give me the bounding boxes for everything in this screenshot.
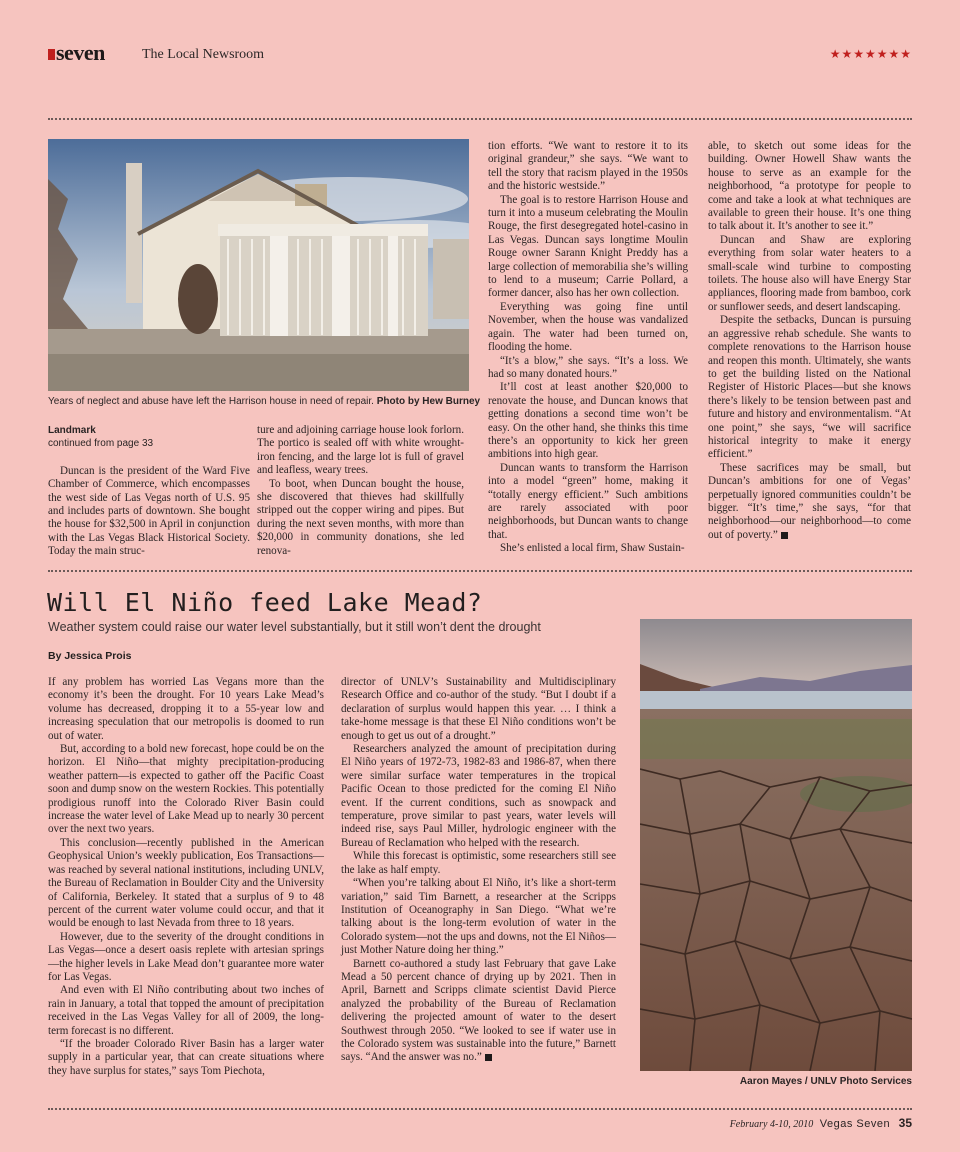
paragraph: These sacrifices may be small, but Duncan’s ambitions for one of Vegas’ perpetually ignored communities couldn’t be bigger. “It’s time,” she says, “for that neighborhood—our neighborhood—to come out of poverty.” 7	[708, 461, 911, 541]
paragraph: tion efforts. “We want to restore it to its original grandeur,” she says. “We want to tell the story that racism played in the 1950s and the historic westside.”	[488, 140, 688, 193]
paragraph: ture and adjoining carriage house look forlorn. The portico is sealed off with white wrought-iron fencing, and the large lot is full of gravel and leafless, weary trees.	[257, 424, 464, 477]
top-story-column-4	[708, 140, 911, 542]
photo-credit: Aaron Mayes / UNLV Photo Services	[739, 1076, 912, 1087]
paragraph: Barnett co-authored a study last February that gave Lake Mead a 50 percent chance of drying up by 2021. Then in April, Barnett and Scripps climate scientist David Pierce analyzed the probability of the Bureau of Reclamation delivering the projected amount of water to the desert Southwest through 2050. “We looked to see if water use in the Colorado system was sustainable into the future,” Barnett says. “And the answer was no.” 7	[341, 957, 616, 1064]
paragraph: Despite the setbacks, Duncan is pursuing an aggressive rehab schedule. She wants to complete renovations to the Harrison house and reopen this month. Ultimately, she wants to get the building listed on the National Register of Historic Places—but she knows there’s likely to be tension between past and future and history and environmentalism. “At one point,” she says, “we will sacrifice historical integrity to make it energy efficient.”	[708, 314, 911, 461]
bottom-story-column-1	[48, 676, 324, 1078]
divider	[48, 118, 912, 120]
logo-mark	[48, 49, 55, 60]
end-mark: 7	[485, 1054, 492, 1061]
paragraph: “It’s a blow,” she says. “It’s a loss. We had so many donated hours.”	[488, 354, 688, 380]
paragraph: The goal is to restore Harrison House and turn it into a museum celebrating the Moulin Rouge, the first desegregated hotel-casino in Las Vegas. Duncan says longtime Moulin Rouge owner Sarann Knight Preddy has a large collection of memorabilia she’s willing to lend to a museum; Carrie Pollard, a former dancer, also has her own collection.	[488, 193, 688, 300]
deck: Weather system could raise our water level substantially, but it still won’t dent the drought	[48, 620, 541, 634]
paragraph: “When you’re talking about El Niño, it’s like a short-term variation,” said Tim Barnett, a researcher at the Scripps Institution of Oceanography in San Diego. “What we’re talking about is the long-term evolution of water in the Colorado system—not the ups and downs, not the El Niños—just Mother Nature doing her thing.”	[341, 877, 616, 957]
photo-caption: Years of neglect and abuse have left the Harrison house in need of repair. Photo by Hew Burney	[48, 396, 481, 407]
paragraph: This conclusion—recently published in the American Geophysical Union’s weekly publication, Eos Transactions—was reached by several national institutions, including UNLV, the Bureau of Reclamation in Boulder City and the University of California, Berkeley. It stated that a surplus of 9 to 48 percent of the current water volume could occur, and that it would be enough to last Nevada from three to 18 years.	[48, 836, 324, 930]
paragraph: While this forecast is optimistic, some researchers still see the lake as half empty.	[341, 850, 616, 876]
publication-logo: seven	[56, 40, 105, 65]
paragraph: It’ll cost at least another $20,000 to renovate the house, and Duncan knows that getting donations a second time won’t be easy. On the other hand, she thinks this time there’s an opportunity to kick her green ambitions into high gear.	[488, 381, 688, 461]
paragraph: director of UNLV’s Sustainability and Multidisciplinary Research Office and co-author of the study. “But I doubt if a declaration of surplus would happen this year. … I think a take-home message is that these El Niño conditions won’t be enough to get us out of a drought.”	[341, 676, 616, 742]
harrison-house-photo	[48, 139, 469, 391]
kicker: Landmark	[48, 425, 96, 436]
paragraph: But, according to a bold new forecast, hope could be on the horizon. El Niño—that mighty precipitation-producing weather pattern—is expected to gather off the Pacific Coast soon and dump snow on the western Rockies. This potentially prodigious runoff into the Colorado River Basin could increase the water level of Lake Mead up to nearly 30 percent over the next two years.	[48, 743, 325, 836]
publication-name: Vegas Seven	[819, 1118, 891, 1130]
divider	[48, 570, 912, 572]
paragraph: She’s enlisted a local firm, Shaw Sustain-	[500, 542, 685, 555]
lake-mead-photo	[640, 619, 912, 1071]
paragraph: If any problem has worried Las Vegans more than the economy it’s been the drought. For 10 years Lake Mead’s volume has decreased, dropping it to a 55-year low and increasing speculation that our metropolis is doomed to run out of water.	[48, 676, 324, 742]
paragraph: And even with El Niño contributing about two inches of rain in January, a total that topped the amount of precipitation received in the Las Vegas Valley for all of 2009, the long-term forecast is no different.	[48, 984, 324, 1037]
end-mark: 7	[781, 532, 788, 539]
paragraph: Everything was going fine until November, when the house was vandalized again. The water had been turned on, flooding the home.	[488, 300, 688, 354]
paragraph: able, to sketch out some ideas for the building. Owner Howell Shaw wants the house to serve as an example for the neighborhood, “a prototype for people to come and take a look at what techniques are available to green their house. It’s one thing to talk about it. It’s another to see it.”	[708, 140, 911, 233]
paragraph: Researchers analyzed the amount of precipitation during El Niño years of 1972-73, 1982-83 and 1986-87, when there were similar surface water temperatures in the tropical Pacific Ocean to those predicted for the coming El Niño event. If the current conditions, such as snowpack and temperature, prove similar to past years, water levels will indeed rise, says Paul Miller, hydrologic engineer with the Bureau of Reclamation who helped with the research.	[341, 743, 616, 849]
paragraph: “If the broader Colorado River Basin has a larger water supply in a particular year, that can create situations where they have surplus for states,” says Tom Piechota,	[48, 1037, 324, 1077]
byline: By Jessica Prois	[48, 650, 132, 662]
continued-note: continued from page 33	[48, 438, 154, 450]
page-number: 35	[898, 1116, 912, 1130]
paragraph: To boot, when Duncan bought the house, she discovered that thieves had skillfully stripped out the copper wiring and pipes. But during the next seven months, with more than $20,000 in community donations, she led renova-	[257, 477, 464, 557]
section-label: The Local Newsroom	[142, 47, 265, 62]
paragraph: Duncan is the president of the Ward Five Chamber of Commerce, which encompasses the west side of Las Vegas north of U.S. 95 and includes parts of downtown. She bought the house for $32,500 in April in conjunction with the Las Vegas Black Historical Society. Today the main struc-	[48, 464, 250, 558]
headline: Will El Niño feed Lake Mead?	[47, 588, 483, 617]
top-story-column-2	[257, 424, 464, 558]
top-story-column-3	[488, 140, 688, 556]
top-story-column-1	[48, 424, 250, 559]
paragraph: Duncan and Shaw are exploring everything from solar water heaters to a small-scale wind turbine to composting toilets. The house also will have Energy Star appliances, flooring made from bamboo, cork or sunflower seeds, and desert landscaping.	[708, 233, 912, 313]
divider	[48, 1108, 912, 1110]
paragraph: Duncan wants to transform the Harrison into a model “green” home, making it “totally energy efficient.” Such ambitions are rarely associated with poor neighborhoods, but Duncan wants to change that.	[488, 461, 688, 541]
star-rating: ★★★★★★★	[829, 47, 912, 61]
paragraph: However, due to the severity of the drought conditions in Las Vegas—once a desert oasis replete with artesian springs—the higher levels in Lake Mead don’t guarantee more water for Las Vegas.	[48, 930, 324, 983]
issue-date: February 4-10, 2010	[729, 1119, 814, 1130]
folio	[730, 1116, 912, 1130]
bottom-story-column-2	[341, 676, 616, 1065]
photo-credit: Photo by Hew Burney	[376, 396, 481, 407]
